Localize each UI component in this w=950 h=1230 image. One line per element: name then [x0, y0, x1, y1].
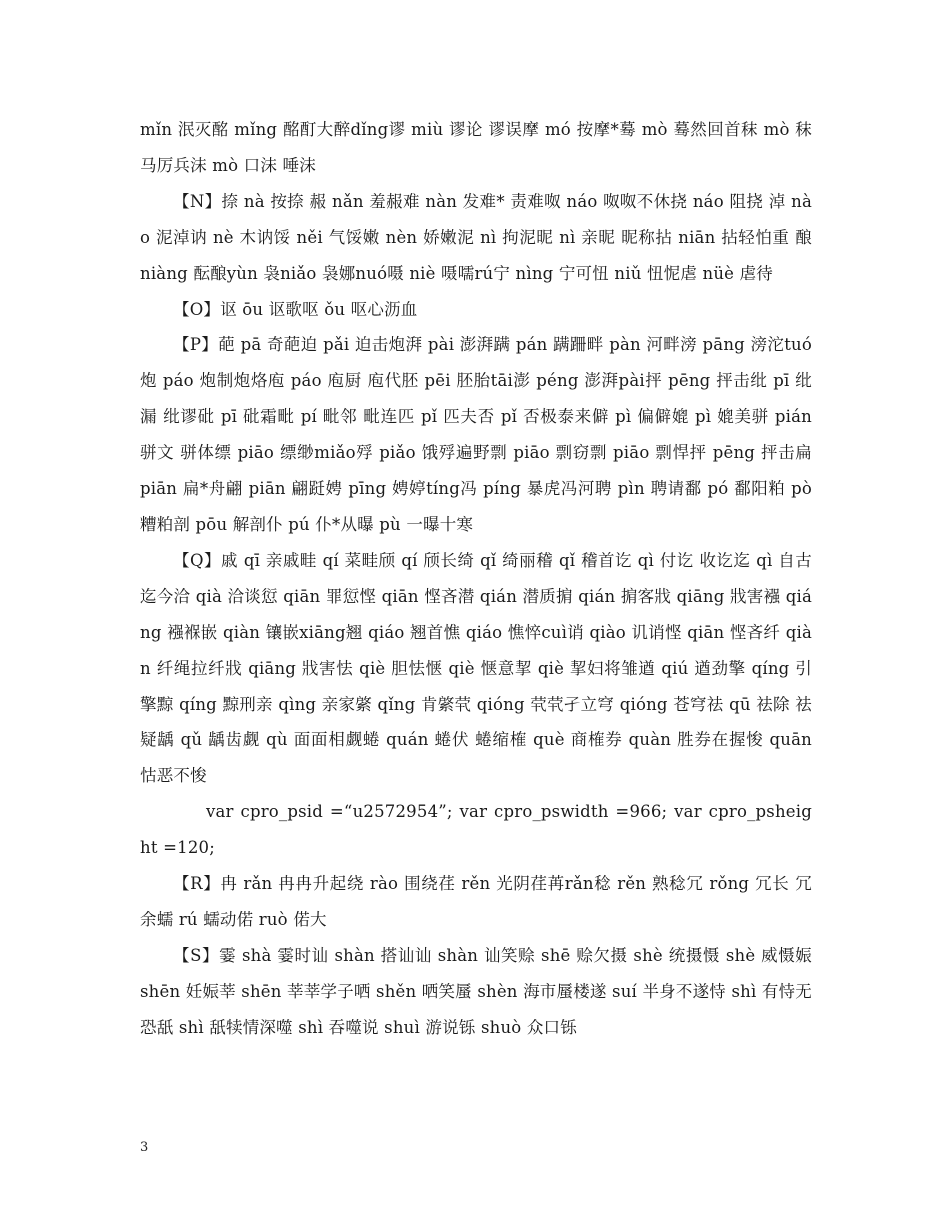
paragraph-section-s: 【S】霎 shà 霎时讪 shàn 搭讪讪 shàn 讪笑赊 shē 赊欠摄 shè 统摄慑 shè 威慑娠 shēn 妊娠莘 shēn 莘莘学子哂 shěn 哂笑蜃 shèn 海市蜃楼遂 suí 半身不遂恃 shì 有恃无恐舐 shì 舐犊情深噬 shì 吞噬说 shuì 游说铄 shuò 众口铄	[140, 945, 812, 1037]
paragraph-section-q: 【Q】戚 qī 亲戚畦 qí 菜畦颀 qí 颀长绮 qǐ 绮丽稽 qǐ 稽首讫 qì 付讫 收讫迄 qì 自古迄今洽 qià 洽谈愆 qiān 罪愆悭 qiān 悭吝潜 qián 潜质掮 qián 掮客戕 qiāng 戕害襁 qiáng 襁褓嵌 qiàn 镶嵌xiāng翘 qiáo 翘首憔 qiáo 憔悴cuì诮 qiào 讥诮悭 qiān 悭吝纤 qiàn 纤绳拉纤戕 qiāng 戕害怯 qiè 胆怯惬 qiè 惬意挈 qiè 挈妇将雏遒 qiú 遒劲擎 qíng 引擎黥 qíng 黥刑亲 qìng 亲家綮 qǐng 肯綮茕 qióng 茕茕孑立穹 qióng 苍穹祛 qū 祛除 祛疑龋 qǔ 龋齿觑 qù 面面相觑蜷 quán 蜷伏 蜷缩榷 què 商榷券 quàn 胜券在握悛 quān 怙恶不悛	[140, 550, 812, 786]
paragraph-script-line: var cpro_psid =“u2572954”; var cpro_pswidth =966; var cpro_psheight =120;	[140, 802, 812, 858]
paragraph-continuation: mǐn 泯灭酩 mǐng 酩酊大醉dǐng谬 miù 谬论 谬误摩 mó 按摩*蓦 mò 蓦然回首秣 mò 秣马厉兵沫 mò 口沫 唾沫	[140, 120, 812, 175]
paragraph-section-r: 【R】冉 rǎn 冉冉升起绕 rào 围绕荏 rěn 光阴荏苒rǎn稔 rěn 熟稔冗 rǒng 冗长 冗余蠕 rú 蠕动偌 ruò 偌大	[140, 874, 812, 929]
paragraph-section-n: 【N】捺 nà 按捺 赧 nǎn 羞赧难 nàn 发难* 责难呶 náo 呶呶不休挠 náo 阻挠 淖 nào 泥淖讷 nè 木讷馁 něi 气馁嫩 nèn 娇嫩泥 nì 拘泥昵 nì 亲昵 昵称拈 niān 拈轻怕重 酿 niàng 酝酿yùn 袅niǎo 袅娜nuó嗫 niè 嗫嚅rú宁 nìng 宁可忸 niǔ 忸怩虐 nüè 虐待	[140, 191, 812, 283]
paragraph-section-o: 【O】讴 ōu 讴歌呕 ǒu 呕心沥血	[173, 299, 418, 319]
page-number: 3	[140, 1140, 149, 1155]
paragraph-section-p: 【P】葩 pā 奇葩迫 pǎi 迫击炮湃 pài 澎湃蹒 pán 蹒跚畔 pàn 河畔滂 pāng 滂沱tuó炮 páo 炮制炮烙庖 páo 庖厨 庖代胚 pēi 胚胎tāi澎 péng 澎湃pài抨 pēng 抨击纰 pī 纰漏 纰谬砒 pī 砒霜毗 pí 毗邻 毗连匹 pǐ 匹夫否 pǐ 否极泰来僻 pì 偏僻媲 pì 媲美骈 pián 骈文 骈体缥 piāo 缥缈miǎo殍 piǎo 饿殍遍野剽 piāo 剽窃剽 piāo 剽悍抨 pēng 抨击扁 piān 扁*舟翩 piān 翩跹娉 pīng 娉婷tíng冯 píng 暴虎冯河聘 pìn 聘请鄱 pó 鄱阳粕 pò 糟粕剖 pōu 解剖仆 pú 仆*从曝 pù 一曝十寒	[140, 335, 812, 534]
document-body	[140, 112, 812, 1046]
